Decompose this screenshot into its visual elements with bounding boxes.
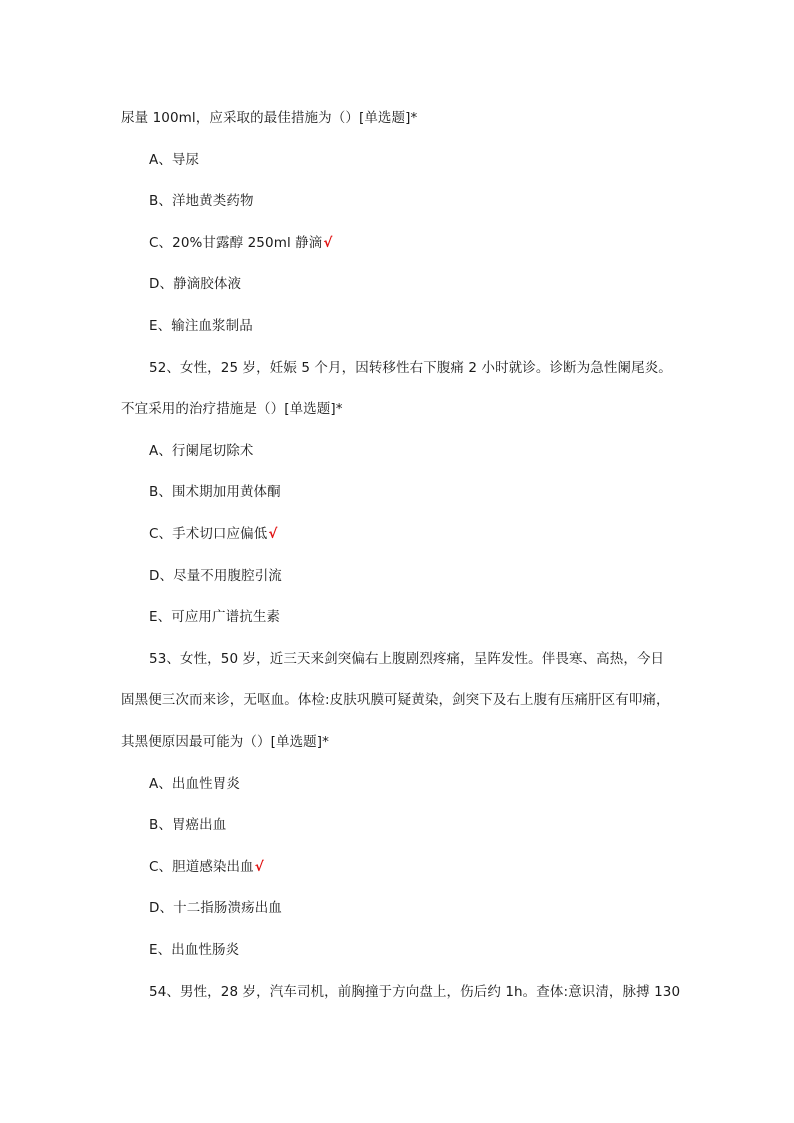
option-53-c: C、胆道感染出血√ [149, 859, 264, 875]
option-53-a: A、出血性胃炎 [149, 776, 240, 792]
option-52-e: E、可应用广谱抗生素 [149, 609, 281, 625]
option-53-b: B、胃癌出血 [149, 817, 227, 833]
question-52-continuation: 不宜采用的治疗措施是（）[单选题]* [121, 401, 343, 417]
question-53-line-2: 固黑便三次而来诊，无呕血。体检:皮肤巩膜可疑黄染，剑突下及右上腹有压痛肝区有叩痛， [121, 692, 670, 708]
option-52-b: B、围术期加用黄体酮 [149, 484, 281, 500]
question-53: 53、女性，50 岁，近三天来剑突偏右上腹剧烈疼痛，呈阵发性。伴畏寒、高热，今日 [149, 651, 665, 667]
correct-check-icon: √ [254, 859, 264, 875]
question-54: 54、男性，28 岁，汽车司机，前胸撞于方向盘上，伤后约 1h。查体:意识清，脉搏 130 [149, 984, 681, 1000]
option-51-b: B、洋地黄类药物 [149, 193, 254, 209]
option-52-a: A、行阑尾切除术 [149, 443, 254, 459]
option-51-d: D、静滴胶体液 [149, 276, 242, 292]
question-53-line-3: 其黑便原因最可能为（）[单选题]* [121, 734, 329, 750]
option-51-c: C、20%甘露醇 250ml 静滴√ [149, 235, 333, 251]
question-52: 52、女性，25 岁，妊娠 5 个月，因转移性右下腹痛 2 小时就诊。诊断为急性阑尾炎。 [149, 360, 672, 376]
correct-check-icon: √ [268, 526, 278, 542]
question-51-continuation: 尿量 100ml，应采取的最佳措施为（）[单选题]* [121, 110, 418, 126]
option-51-e: E、输注血浆制品 [149, 318, 253, 334]
option-52-c: C、手术切口应偏低√ [149, 526, 278, 542]
option-53-e: E、出血性肠炎 [149, 942, 240, 958]
correct-check-icon: √ [323, 235, 333, 251]
option-53-d: D、十二指肠溃疡出血 [149, 900, 282, 916]
option-51-a: A、导尿 [149, 152, 200, 168]
option-52-d: D、尽量不用腹腔引流 [149, 568, 282, 584]
